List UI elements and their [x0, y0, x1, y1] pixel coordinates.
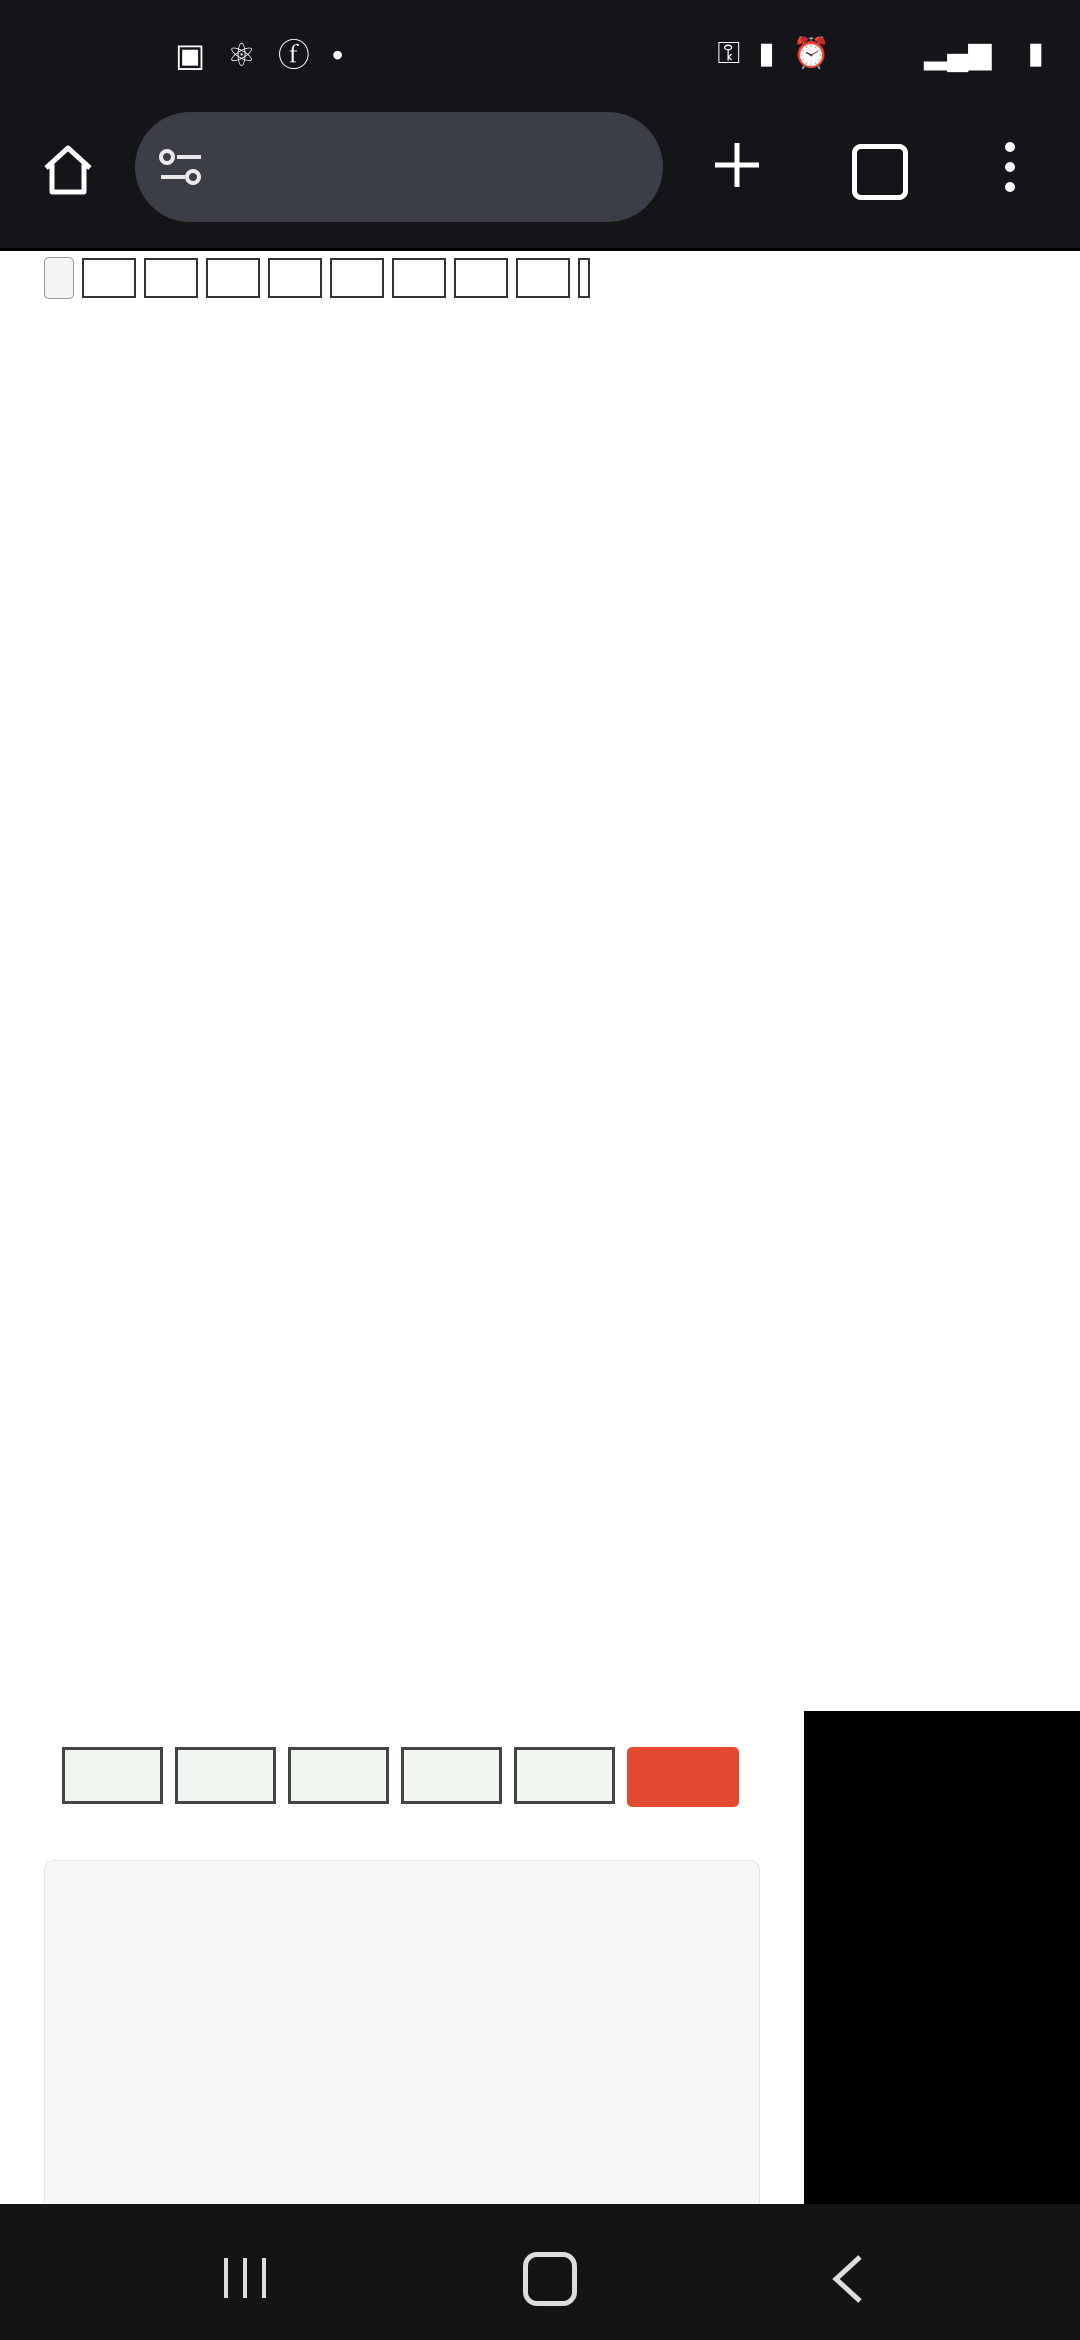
react-icon: ⚛ [227, 37, 256, 73]
swatch-purple[interactable] [144, 258, 198, 298]
site-settings-icon[interactable] [157, 147, 205, 187]
tab-switcher-button[interactable] [852, 144, 908, 200]
swatch-orange[interactable] [268, 258, 322, 298]
facebook-icon: ⓕ [277, 37, 310, 73]
gallery-icon: ▣ [175, 37, 206, 73]
new-tab-icon[interactable] [712, 140, 762, 190]
swatch-blue[interactable] [516, 258, 570, 298]
filter-ekr-button[interactable] [401, 1747, 502, 1804]
filter-as-button[interactable] [62, 1747, 163, 1804]
browser-toolbar [0, 110, 1080, 251]
vpn-key-icon: ⚿ [717, 37, 741, 70]
page-content [0, 251, 1080, 2204]
filter-jml-button[interactable] [514, 1747, 615, 1804]
swatch-red[interactable] [82, 258, 136, 298]
swatch-dark-orange[interactable] [454, 258, 508, 298]
swatch-teal[interactable] [392, 258, 446, 298]
reset-colors-button[interactable] [44, 257, 74, 299]
page-background-dark [804, 1711, 1080, 2204]
swatch-green[interactable] [206, 258, 260, 298]
address-bar[interactable] [135, 112, 663, 222]
signal-icon: ▂▄▆ [924, 37, 992, 70]
dot-icon: • [331, 37, 344, 73]
battery-saver-icon: ▮ [758, 37, 775, 70]
status-bar [0, 0, 1080, 110]
notice-box [44, 1860, 760, 2204]
battery-icon: ▮ [1027, 37, 1044, 70]
more-menu-icon[interactable] [1000, 142, 1020, 202]
home-icon[interactable] [38, 140, 98, 200]
brush-button[interactable] [578, 258, 590, 298]
alarm-icon: ⏰ [792, 37, 831, 70]
home-button-icon[interactable] [523, 2252, 577, 2306]
filter-kep-button[interactable] [288, 1747, 389, 1804]
color-toolbar [40, 253, 594, 303]
system-nav-bar [0, 2204, 1080, 2340]
swatch-light-blue[interactable] [330, 258, 384, 298]
filter-buttons [62, 1747, 739, 1807]
back-icon[interactable] [830, 2254, 864, 2304]
recent-apps-icon[interactable] [222, 2256, 268, 2300]
filter-reset-button[interactable] [627, 1747, 739, 1807]
filter-kop-button[interactable] [175, 1747, 276, 1804]
